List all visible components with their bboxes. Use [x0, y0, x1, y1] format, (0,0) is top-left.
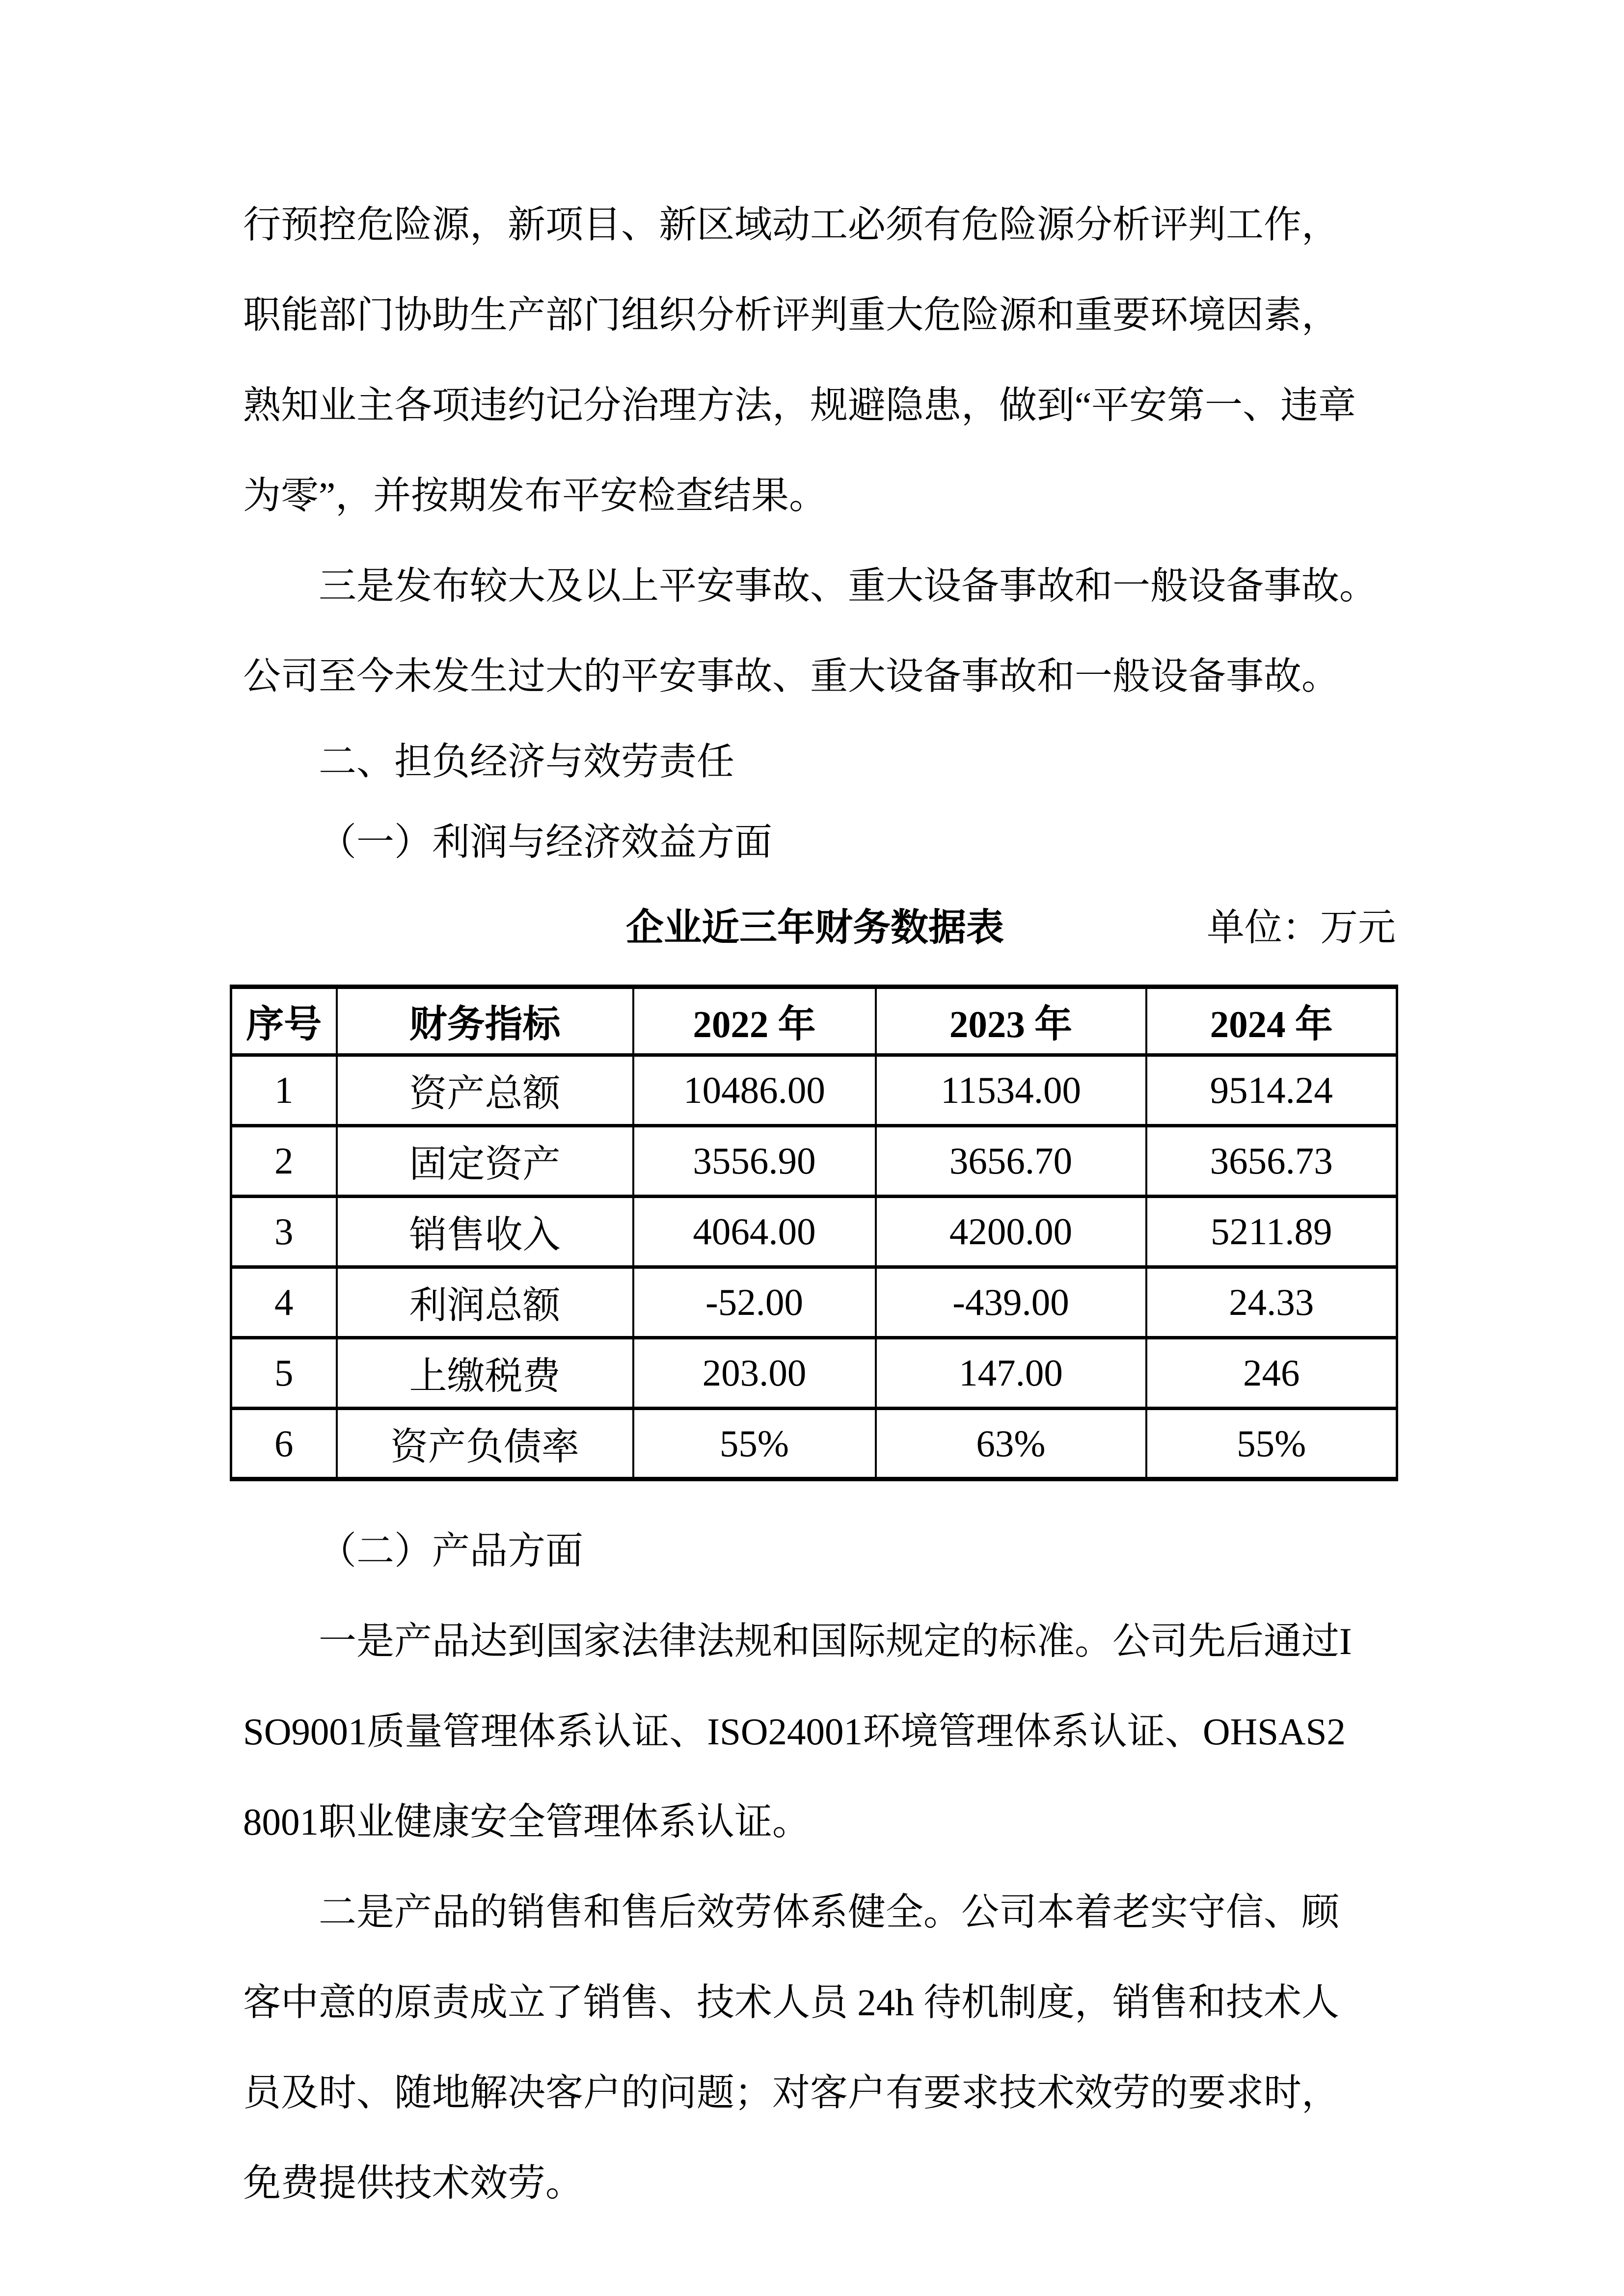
table-cell: 11534.00: [876, 1055, 1146, 1126]
table-cell: 1: [231, 1055, 337, 1126]
paragraph-line: 客中意的原责成立了销售、技术人员 24h 待机制度，销售和技术人: [243, 1981, 1339, 2024]
table-cell: 4064.00: [633, 1197, 876, 1267]
paragraph-line: 熟知业主各项违约记分治理方法，规避隐患，做到“平安第一、违章: [243, 384, 1356, 427]
paragraph-line: 二是产品的销售和售后效劳体系健全。公司本着老实守信、顾: [319, 1891, 1339, 1933]
table-row: [231, 1409, 1397, 1479]
table-cell: 4: [231, 1267, 337, 1338]
table-cell: 9514.24: [1146, 1055, 1397, 1126]
table-cell: 63%: [876, 1409, 1146, 1479]
paragraph-line: SO9001质量管理体系认证、ISO24001环境管理体系认证、OHSAS2: [243, 1710, 1346, 1753]
table-row: [231, 1267, 1397, 1338]
table-header-row: [231, 987, 1397, 1055]
table-cell: 203.00: [633, 1338, 876, 1409]
table-header-cell: 财务指标: [337, 987, 633, 1055]
table-cell: 3656.70: [876, 1126, 1146, 1197]
table-cell: 246: [1146, 1338, 1397, 1409]
table-header-cell: 序号: [231, 987, 337, 1055]
table-cell: 3656.73: [1146, 1126, 1397, 1197]
table-header-cell: 2023 年: [876, 987, 1146, 1055]
paragraph-line: 为零”，并按期发布平安检查结果。: [243, 475, 827, 517]
table-cell: 2: [231, 1126, 337, 1197]
table-title-row: [243, 882, 1396, 973]
table-cell: 利润总额: [337, 1267, 633, 1338]
table-row: [231, 1197, 1397, 1267]
paragraph-line: 公司至今未发生过大的平安事故、重大设备事故和一般设备事故。: [243, 655, 1339, 697]
paragraph-line: 行预控危险源，新项目、新区域动工必须有危险源分析评判工作，: [243, 204, 1339, 246]
table-cell: 3556.90: [633, 1126, 876, 1197]
table-cell: 6: [231, 1409, 337, 1479]
table-cell: -52.00: [633, 1267, 876, 1338]
subsection-heading: （二）产品方面: [319, 1530, 583, 1572]
subsection-heading: （一）利润与经济效益方面: [319, 821, 772, 863]
table-cell: 5: [231, 1338, 337, 1409]
table-cell: 资产总额: [337, 1055, 633, 1126]
table-cell: 4200.00: [876, 1197, 1146, 1267]
table-cell: -439.00: [876, 1267, 1146, 1338]
paragraph-line: 职能部门协助生产部门组织分析评判重大危险源和重要环境因素，: [243, 294, 1339, 336]
section-heading: 二、担负经济与效劳责任: [319, 741, 734, 783]
table-cell: 55%: [633, 1409, 876, 1479]
paragraph-line: 员及时、随地解决客户的问题；对客户有要求技术效劳的要求时，: [243, 2072, 1339, 2114]
table-cell: 资产负债率: [337, 1409, 633, 1479]
paragraph-line: 8001职业健康安全管理体系认证。: [243, 1801, 810, 1843]
table-unit-label: 单位：万元: [1207, 907, 1396, 949]
paragraph-line: 三是发布较大及以上平安事故、重大设备事故和一般设备事故。: [319, 565, 1377, 607]
table-cell: 固定资产: [337, 1126, 633, 1197]
table-title: 企业近三年财务数据表: [626, 907, 1004, 949]
table-cell: 24.33: [1146, 1267, 1397, 1338]
table-row: [231, 1055, 1397, 1126]
table-cell: 55%: [1146, 1409, 1397, 1479]
financial-data-table: [230, 985, 1398, 1481]
paragraph-line: 一是产品达到国家法律法规和国际规定的标准。公司先后通过I: [319, 1620, 1352, 1662]
table-row: [231, 1126, 1397, 1197]
table-cell: 5211.89: [1146, 1197, 1397, 1267]
table-cell: 147.00: [876, 1338, 1146, 1409]
paragraph-line: 免费提供技术效劳。: [243, 2162, 583, 2204]
table-header-cell: 2024 年: [1146, 987, 1397, 1055]
table-cell: 上缴税费: [337, 1338, 633, 1409]
table-cell: 3: [231, 1197, 337, 1267]
table-cell: 10486.00: [633, 1055, 876, 1126]
table-cell: 销售收入: [337, 1197, 633, 1267]
page-content: [243, 180, 1396, 2228]
table-row: [231, 1338, 1397, 1409]
table-header-cell: 2022 年: [633, 987, 876, 1055]
